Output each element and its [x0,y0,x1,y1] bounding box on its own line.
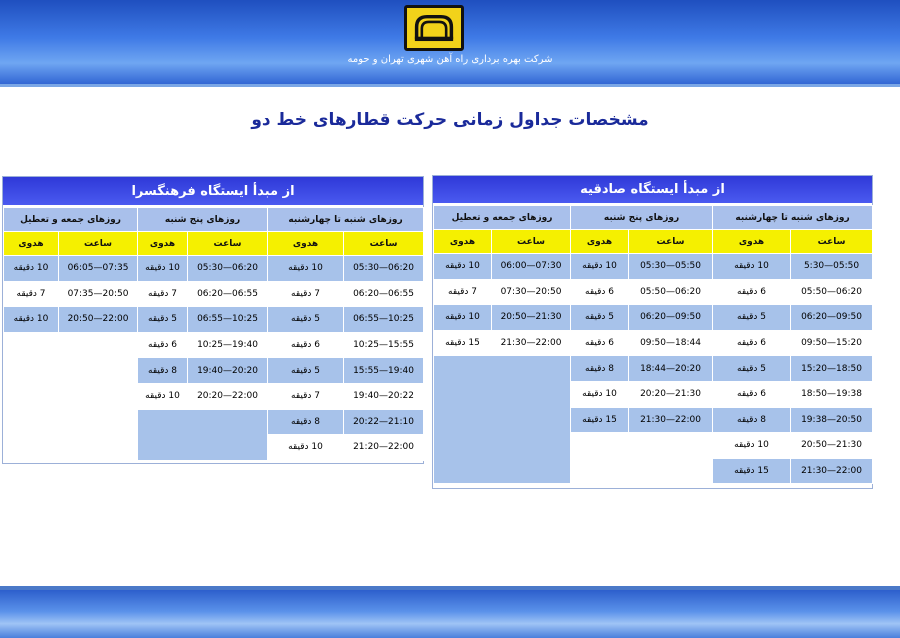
table-row [4,281,424,307]
time-range-cell: 05:30—05:50 [629,254,713,280]
headway-cell: 7 دقیقه [138,281,188,307]
station-title: از مبدأ ایستگاه فرهنگسرا [3,177,423,207]
headway-cell: 7 دقیقه [4,281,59,307]
headway-column-header: هدوی [434,230,492,254]
time-range-cell: 20:50—22:00 [59,307,138,333]
time-range-cell: 18:44—20:20 [629,356,713,382]
time-range-cell: 05:50—06:20 [791,279,873,305]
time-range-cell: 05:30—06:20 [188,256,268,282]
column-header-row [4,232,424,256]
day-group-row [4,208,424,232]
time-range-cell: 20:50—21:30 [492,305,571,331]
time-range-cell: 06:05—07:35 [59,256,138,282]
day-group-header: روزهای جمعه و تعطیل [434,206,571,230]
time-range-cell: 10:25—15:55 [344,332,424,358]
headway-cell: 5 دقیقه [268,307,344,333]
table-row [434,330,873,356]
headway-cell: 10 دقیقه [571,254,629,280]
header-divider [0,84,900,87]
headway-cell: 15 دقیقه [713,458,791,484]
empty-cell [571,433,713,484]
page-title: مشخصات جداول زمانی حرکت قطارهای خط دو [251,110,649,130]
time-range-cell: 21:30—22:00 [629,407,713,433]
time-column-header: ساعت [629,230,713,254]
empty-cell [434,356,571,484]
time-range-cell: 19:40—20:22 [344,383,424,409]
headway-cell: 10 دقیقه [434,305,492,331]
table-row [434,279,873,305]
headway-cell: 6 دقیقه [713,279,791,305]
headway-cell: 5 دقیقه [713,356,791,382]
time-range-cell: 19:40—20:20 [188,358,268,384]
time-range-cell: 20:50—21:30 [791,433,873,459]
headway-cell: 7 دقیقه [434,279,492,305]
time-range-cell: 05:30—06:20 [344,256,424,282]
headway-cell: 6 دقیقه [138,332,188,358]
headway-column-header: هدوی [571,230,629,254]
time-range-cell: 06:55—10:25 [188,307,268,333]
day-group-header: روزهای پنج شنبه [571,206,713,230]
time-column-header: ساعت [492,230,571,254]
headway-cell: 10 دقیقه [268,435,344,461]
headway-cell: 5 دقیقه [268,358,344,384]
time-range-cell: 20:20—21:30 [629,381,713,407]
time-range-cell: 19:38—20:50 [791,407,873,433]
headway-cell: 15 دقیقه [434,330,492,356]
table-row [4,256,424,282]
time-range-cell: 06:20—06:55 [188,281,268,307]
station-title: از مبدأ ایستگاه صادقیه [433,176,872,205]
headway-cell: 5 دقیقه [713,305,791,331]
time-range-cell: 09:50—15:20 [791,330,873,356]
time-column-header: ساعت [791,230,873,254]
time-range-cell: 07:35—20:50 [59,281,138,307]
headway-cell: 10 دقیقه [138,383,188,409]
table-row [4,332,424,358]
time-range-cell: 20:22—21:10 [344,409,424,435]
schedule-panel-sadeghieh [432,175,873,489]
time-range-cell: 07:30—20:50 [492,279,571,305]
table-row [434,254,873,280]
time-range-cell: 18:50—19:38 [791,381,873,407]
table-row [434,305,873,331]
headway-cell: 10 دقیقه [268,256,344,282]
company-name: شرکت بهره برداری راه آهن شهری تهران و حومه [347,54,553,65]
time-range-cell: 10:25—19:40 [188,332,268,358]
headway-cell: 6 دقیقه [268,332,344,358]
headway-cell: 8 دقیقه [571,356,629,382]
time-range-cell: 06:20—09:50 [629,305,713,331]
headway-cell: 10 دقیقه [713,254,791,280]
headway-cell: 10 دقیقه [4,307,59,333]
time-range-cell: 15:20—18:50 [791,356,873,382]
day-group-header: روزهای شنبه تا چهارشنبه [713,206,873,230]
time-range-cell: 06:20—06:55 [344,281,424,307]
empty-cell [138,409,268,460]
time-column-header: ساعت [344,232,424,256]
footer-banner [0,590,900,638]
schedule-table [433,205,873,484]
time-range-cell: 06:55—10:25 [344,307,424,333]
time-range-cell: 09:50—18:44 [629,330,713,356]
headway-cell: 6 دقیقه [571,279,629,305]
headway-cell: 7 دقیقه [268,281,344,307]
headway-cell: 10 دقیقه [571,381,629,407]
headway-column-header: هدوی [138,232,188,256]
day-group-row [434,206,873,230]
headway-cell: 7 دقیقه [268,383,344,409]
table-row [434,356,873,382]
time-column-header: ساعت [188,232,268,256]
schedule-table [3,207,424,461]
headway-column-header: هدوی [268,232,344,256]
time-range-cell: 5:30—05:50 [791,254,873,280]
day-group-header: روزهای جمعه و تعطیل [4,208,138,232]
column-header-row [434,230,873,254]
headway-cell: 10 دقیقه [713,433,791,459]
headway-cell: 5 دقیقه [138,307,188,333]
headway-cell: 6 دقیقه [571,330,629,356]
headway-cell: 10 دقیقه [434,254,492,280]
time-range-cell: 21:30—22:00 [791,458,873,484]
time-range-cell: 05:50—06:20 [629,279,713,305]
headway-column-header: هدوی [4,232,59,256]
headway-column-header: هدوی [713,230,791,254]
schedule-panel-farhangsara [2,176,424,464]
time-range-cell: 20:20—22:00 [188,383,268,409]
headway-cell: 15 دقیقه [571,407,629,433]
headway-cell: 8 دقیقه [138,358,188,384]
headway-cell: 6 دقیقه [713,381,791,407]
headway-cell: 5 دقیقه [571,305,629,331]
day-group-header: روزهای پنج شنبه [138,208,268,232]
time-range-cell: 06:00—07:30 [492,254,571,280]
headway-cell: 10 دقیقه [138,256,188,282]
headway-cell: 8 دقیقه [268,409,344,435]
headway-cell: 6 دقیقه [713,330,791,356]
time-column-header: ساعت [59,232,138,256]
time-range-cell: 21:30—22:00 [492,330,571,356]
time-range-cell: 21:20—22:00 [344,435,424,461]
table-row [4,307,424,333]
empty-cell [4,332,138,460]
day-group-header: روزهای شنبه تا چهارشنبه [268,208,424,232]
time-range-cell: 15:55—19:40 [344,358,424,384]
metro-logo-icon [404,5,464,51]
headway-cell: 10 دقیقه [4,256,59,282]
time-range-cell: 06:20—09:50 [791,305,873,331]
headway-cell: 8 دقیقه [713,407,791,433]
